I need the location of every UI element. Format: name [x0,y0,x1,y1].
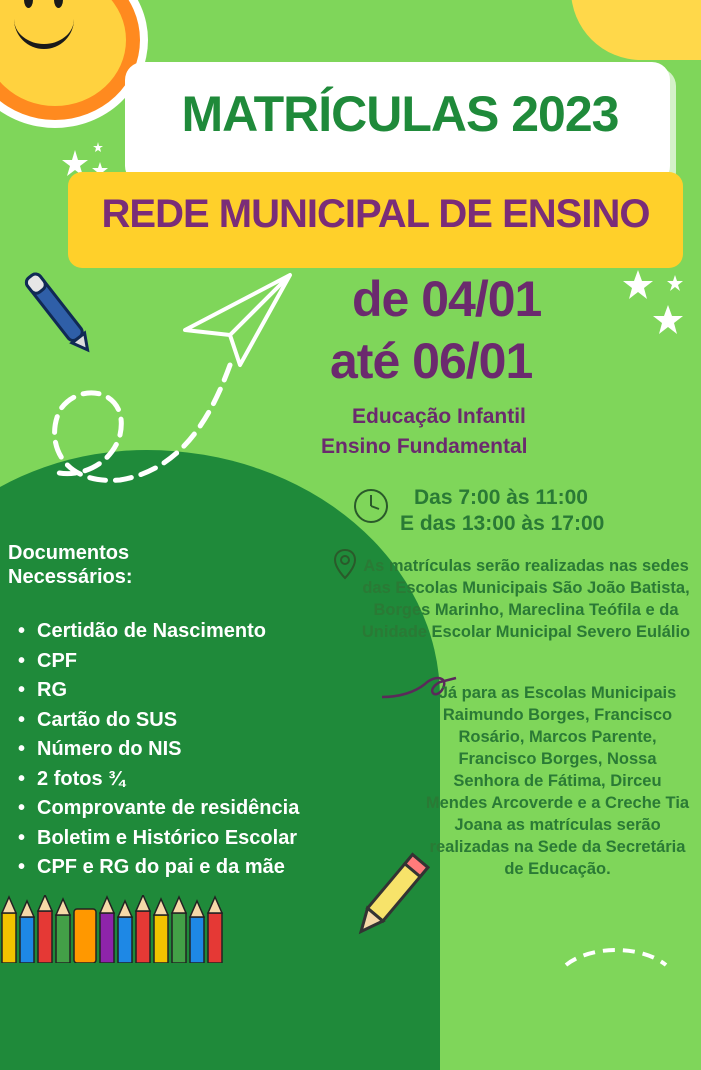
level-item: Ensino Fundamental [321,435,528,458]
list-item: • CPF [18,647,299,677]
list-item: • Comprovante de residência [18,794,299,824]
stars-icon [620,265,690,340]
schedule-morning: Das 7:00 às 11:00 [414,486,588,509]
pen-icon [18,262,98,362]
clock-icon [352,487,390,525]
dashed-decoration [561,940,671,970]
pencil-icon [345,850,435,945]
list-item: • Certidão de Nascimento [18,617,299,647]
list-item: • Boletim e Histórico Escolar [18,824,299,854]
date-end: até 06/01 [330,333,533,389]
list-item: • Número do NIS [18,735,299,765]
location-info: As matrículas serão realizadas nas sedes das Escolas Municipais São João Batista, Borges Marinho, Mareclina Teófila e da Unidade Escolar Municipal Severo Eulálio [361,557,691,641]
colored-pencils-icon [0,895,230,963]
documents-list [18,617,299,883]
secretaria-info: Já para as Escolas Municipais Raimundo Borges, Francisco Rosário, Marcos Parente, Francisco Borges, Nossa Senhora de Fátima, Dirceu Mendes Arcoverde e a Creche Tia Joana as matrículas serão realizadas na Sede da Secretária de Educação. [425,684,690,878]
level-item: Educação Infantil [352,405,526,428]
list-item: • RG [18,676,299,706]
page-title: MATRÍCULAS 2023 [181,86,619,142]
corner-decoration [571,0,701,60]
smiley-mouth [14,4,74,49]
list-item: • 2 fotos ¾ [18,765,299,795]
list-item: • CPF e RG do pai e da mãe [18,853,299,883]
list-item: • Cartão do SUS [18,706,299,736]
dashed-loop-decoration [40,360,270,490]
smiley-sun-icon [0,0,140,120]
location-pin-icon [333,548,357,582]
paper-plane-icon [180,270,300,370]
documents-heading: Documentos Necessários: [8,542,133,588]
date-start: de 04/01 [352,271,542,327]
page-subtitle: REDE MUNICIPAL DE ENSINO [101,192,650,236]
schedule-afternoon: E das 13:00 às 17:00 [400,512,605,535]
